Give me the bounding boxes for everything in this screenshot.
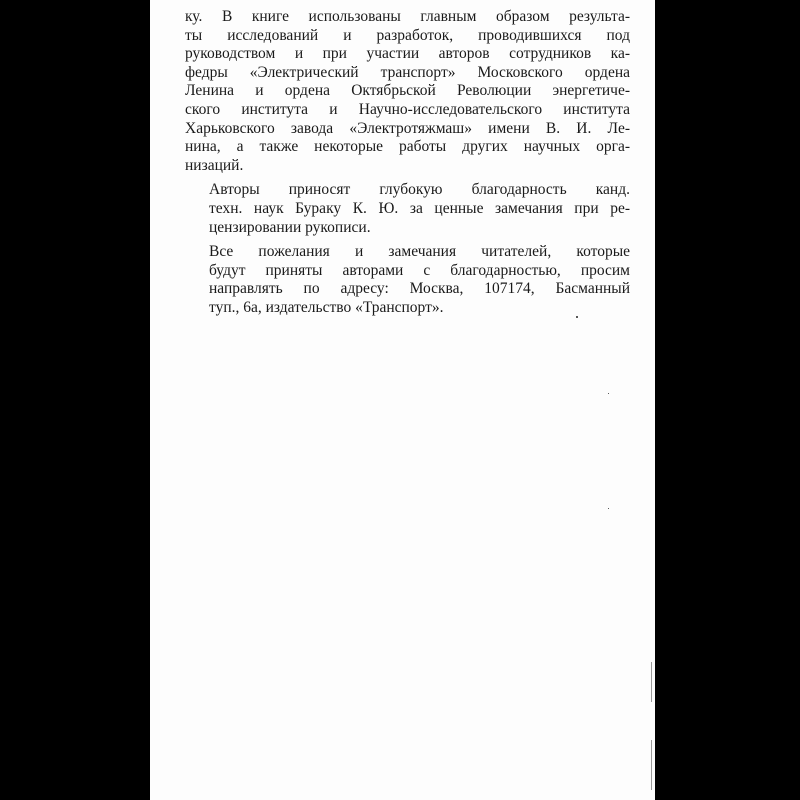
text-line: низаций.: [185, 156, 244, 174]
page-edge-mark: [651, 740, 652, 790]
left-dark-margin: [0, 0, 150, 800]
text-line: будут приняты авторами с благодарностью, просим: [209, 261, 630, 279]
text-line: руководством и при участии авторов сотрудников ка-: [185, 45, 630, 63]
scan-speck: [576, 316, 578, 318]
text-line: ского института и Научно-исследовательского института: [185, 100, 630, 118]
right-dark-margin: [655, 0, 800, 800]
document-body: [185, 8, 630, 324]
text-line: туп., 6а, издательство «Транспорт».: [209, 298, 444, 316]
text-line: нина, а также некоторые работы других научных орга-: [185, 138, 630, 156]
paragraph-feedback-address: [185, 243, 630, 317]
scan-speck: [608, 508, 609, 509]
paragraph-sources: [185, 8, 630, 175]
text-line: направлять по адресу: Москва, 107174, Басманный: [209, 280, 630, 298]
text-line: федры «Электрический транспорт» Московского ордена: [185, 63, 630, 81]
text-line: Ленина и ордена Октябрьской Революции энергетиче-: [185, 82, 630, 100]
text-line: Все пожелания и замечания читателей, которые: [209, 243, 630, 261]
text-line: техн. наук Бураку К. Ю. за ценные замечания при ре-: [209, 199, 630, 217]
paragraph-acknowledgement: [185, 181, 630, 237]
text-line: Харьковского завода «Электротяжмаш» имени В. И. Ле-: [185, 119, 630, 137]
text-line: ку. В книге использованы главным образом результа-: [185, 8, 630, 25]
text-line: Авторы приносят глубокую благодарность канд.: [209, 181, 630, 199]
text-line: цензировании рукописи.: [209, 218, 371, 236]
page-edge-mark: [651, 662, 652, 702]
text-line: ты исследований и разработок, проводившихся под: [185, 26, 630, 44]
scan-speck: [608, 393, 609, 394]
